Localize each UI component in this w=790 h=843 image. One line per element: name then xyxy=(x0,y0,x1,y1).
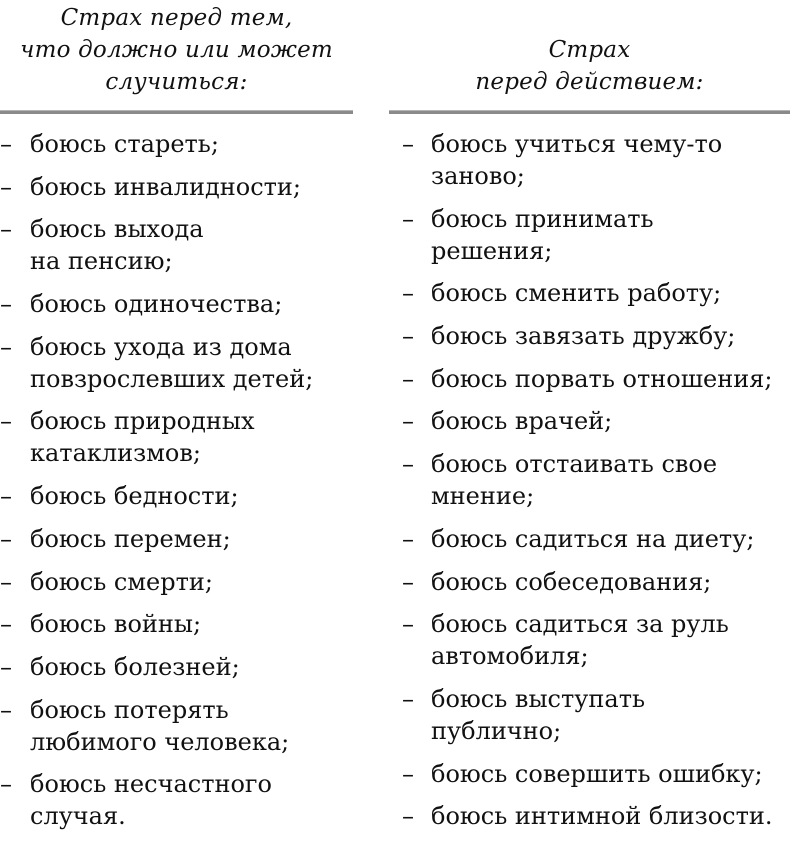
list-item xyxy=(0,405,353,469)
dash-bullet-icon: – xyxy=(402,759,414,788)
header-line: Страх xyxy=(548,37,631,63)
right-column-header xyxy=(389,34,790,98)
dash-bullet-icon: – xyxy=(0,652,12,681)
list-item xyxy=(389,128,790,192)
dash-bullet-icon: – xyxy=(0,172,12,201)
item-text: боюсь отстаивать свое xyxy=(431,450,718,479)
list-item xyxy=(389,320,790,352)
item-text: боюсь интимной близости. xyxy=(431,802,773,831)
dash-bullet-icon: – xyxy=(402,204,414,233)
item-text: боюсь учиться чему-то xyxy=(431,130,723,158)
item-text: боюсь собеседования; xyxy=(431,567,712,596)
list-item xyxy=(0,288,353,320)
dash-bullet-icon: – xyxy=(0,567,12,596)
item-text: боюсь садиться на диету; xyxy=(431,524,755,553)
list-item xyxy=(0,523,353,555)
item-text: боюсь инвалидности; xyxy=(30,172,302,201)
item-text: катаклизмов; xyxy=(30,439,201,468)
header-line: что должно или может xyxy=(20,37,333,63)
list-item xyxy=(0,608,353,640)
left-column-header xyxy=(0,2,353,98)
dash-bullet-icon: – xyxy=(402,450,414,479)
list-item xyxy=(389,277,790,309)
item-text: боюсь природных xyxy=(30,407,255,436)
item-text: боюсь принимать xyxy=(431,204,654,233)
list-item xyxy=(389,683,790,747)
list-item xyxy=(0,213,353,277)
item-text: боюсь потерять xyxy=(30,695,229,724)
item-text: боюсь выступать xyxy=(431,684,646,713)
dash-bullet-icon: – xyxy=(0,524,12,553)
header-line: Страх перед тем, xyxy=(60,5,293,31)
dash-bullet-icon: – xyxy=(0,332,12,361)
dash-bullet-icon: – xyxy=(402,130,414,158)
header-line: перед действием: xyxy=(475,69,704,95)
dash-bullet-icon: – xyxy=(402,364,414,393)
list-item xyxy=(0,480,353,512)
item-text: боюсь выхода xyxy=(30,215,204,244)
item-text: мнение; xyxy=(431,482,535,511)
dash-bullet-icon: – xyxy=(402,684,414,713)
dash-bullet-icon: – xyxy=(0,130,12,158)
item-text: боюсь садиться за руль xyxy=(431,610,729,639)
list-item xyxy=(389,800,790,832)
list-item xyxy=(0,171,353,203)
item-text: боюсь смерти; xyxy=(30,567,213,596)
dash-bullet-icon: – xyxy=(0,482,12,511)
item-text: боюсь совершить ошибку; xyxy=(431,759,763,788)
list-item xyxy=(0,694,353,758)
dash-bullet-icon: – xyxy=(402,610,414,639)
list-item xyxy=(0,331,353,395)
dash-bullet-icon: – xyxy=(402,802,414,831)
list-item xyxy=(389,758,790,790)
header-divider xyxy=(389,110,790,114)
item-text: боюсь сменить работу; xyxy=(431,279,722,308)
list-item xyxy=(389,523,790,555)
item-text: автомобиля; xyxy=(431,642,589,671)
item-text: боюсь бедности; xyxy=(30,482,239,511)
header-divider xyxy=(0,110,353,114)
dash-bullet-icon: – xyxy=(0,695,12,724)
dash-bullet-icon: – xyxy=(402,322,414,351)
list-item xyxy=(389,608,790,672)
header-line: случиться: xyxy=(105,69,248,95)
dash-bullet-icon: – xyxy=(402,567,414,596)
list-item xyxy=(0,651,353,683)
item-text: любимого человека; xyxy=(30,727,290,756)
dash-bullet-icon: – xyxy=(0,290,12,319)
list-item xyxy=(0,128,353,160)
list-item xyxy=(389,203,790,267)
item-text: повзрослевших детей; xyxy=(30,364,314,393)
list-item xyxy=(0,768,353,832)
right-fear-list xyxy=(389,128,790,843)
item-text: боюсь врачей; xyxy=(431,407,613,436)
left-fear-list xyxy=(0,128,353,843)
list-item xyxy=(389,363,790,395)
item-text: боюсь несчастного xyxy=(30,770,272,799)
item-text: решения; xyxy=(431,236,553,265)
dash-bullet-icon: – xyxy=(0,770,12,799)
item-text: боюсь перемен; xyxy=(30,524,231,553)
item-text: боюсь болезней; xyxy=(30,652,240,681)
list-item xyxy=(0,566,353,598)
item-text: боюсь стареть; xyxy=(30,130,219,158)
dash-bullet-icon: – xyxy=(0,407,12,436)
list-item xyxy=(389,448,790,512)
item-text: на пенсию; xyxy=(30,247,173,276)
item-text: боюсь завязать дружбу; xyxy=(431,322,736,351)
item-text: публично; xyxy=(431,716,562,745)
item-text: боюсь войны; xyxy=(30,610,202,639)
dash-bullet-icon: – xyxy=(0,215,12,244)
dash-bullet-icon: – xyxy=(0,610,12,639)
item-text: боюсь порвать отношения; xyxy=(431,364,773,393)
dash-bullet-icon: – xyxy=(402,407,414,436)
dash-bullet-icon: – xyxy=(402,524,414,553)
item-text: заново; xyxy=(431,162,525,190)
list-item xyxy=(389,405,790,437)
item-text: случая. xyxy=(30,802,126,831)
dash-bullet-icon: – xyxy=(402,279,414,308)
item-text: боюсь ухода из дома xyxy=(30,332,292,361)
item-text: боюсь одиночества; xyxy=(30,290,283,319)
list-item xyxy=(389,566,790,598)
